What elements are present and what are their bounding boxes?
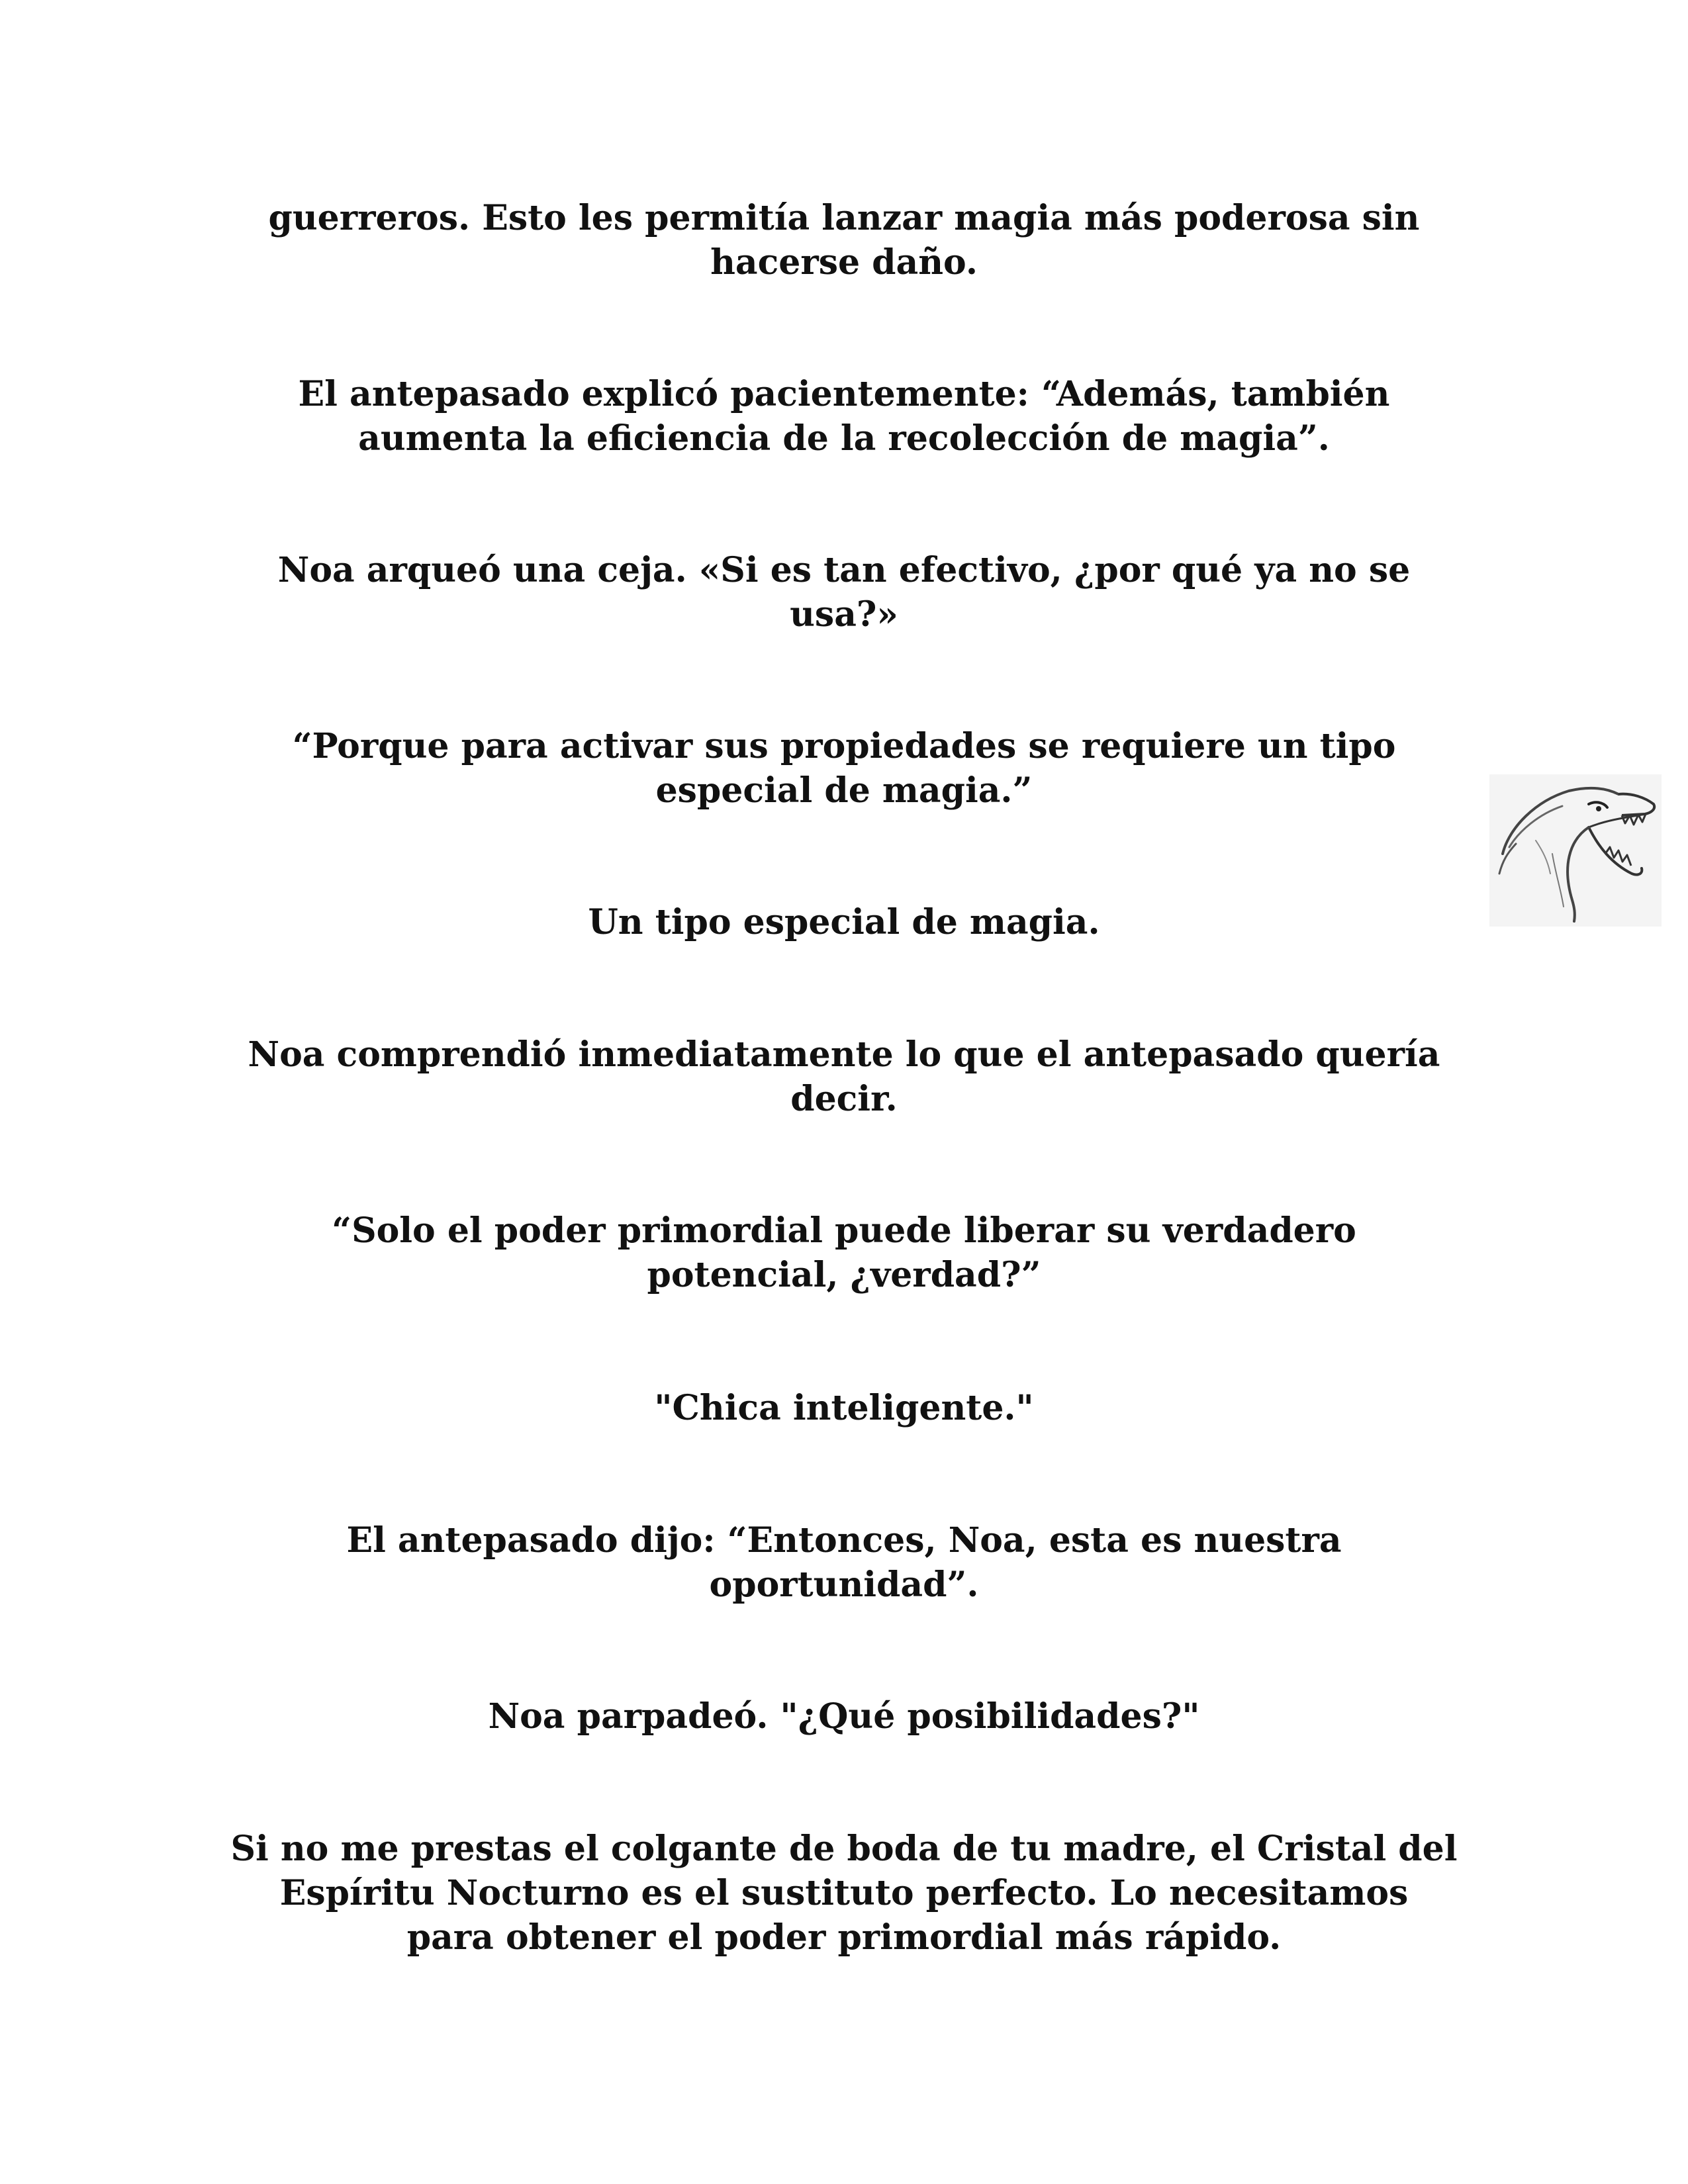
paragraph-line: usa?»	[790, 594, 898, 635]
paragraph-line: El antepasado explicó pacientemente: “Además, también	[298, 374, 1390, 414]
paragraph-line: Un tipo especial de magia.	[588, 902, 1100, 942]
paragraph-3	[218, 548, 1470, 637]
paragraph-6	[218, 1032, 1470, 1121]
paragraph-line: “Porque para activar sus propiedades se requiere un tipo	[292, 726, 1396, 766]
paragraph-11	[218, 1827, 1470, 1960]
paragraph-line: oportunidad”.	[709, 1565, 979, 1605]
paragraph-line: Si no me prestas el colgante de boda de tu madre, el Cristal del	[230, 1829, 1458, 1869]
paragraph-2	[218, 372, 1470, 461]
paragraph-line: potencial, ¿verdad?”	[647, 1255, 1041, 1295]
paragraph-8	[218, 1386, 1470, 1430]
paragraph-10	[218, 1694, 1470, 1739]
paragraph-9	[218, 1518, 1470, 1607]
paragraph-line: “Solo el poder primordial puede liberar su verdadero	[332, 1210, 1356, 1251]
paragraph-line: decir.	[790, 1079, 898, 1119]
paragraph-line: Noa arqueó una ceja. «Si es tan efectivo, ¿por qué ya no se	[277, 550, 1411, 590]
paragraph-line: guerreros. Esto les permitía lanzar magia más poderosa sin	[268, 198, 1420, 238]
paragraph-line: Noa comprendió inmediatamente lo que el antepasado quería	[248, 1034, 1440, 1075]
paragraph-4	[218, 724, 1470, 813]
paragraph-line: El antepasado dijo: “Entonces, Noa, esta es nuestra	[346, 1520, 1342, 1561]
paragraph-5	[218, 900, 1470, 944]
paragraph-line: especial de magia.”	[655, 770, 1033, 811]
paragraph-line: "Chica inteligente."	[654, 1388, 1034, 1428]
dinosaur-head-icon	[1489, 774, 1662, 927]
paragraph-line: Noa parpadeó. "¿Qué posibilidades?"	[488, 1696, 1200, 1737]
paragraph-line: para obtener el poder primordial más rápido.	[406, 1917, 1282, 1958]
paragraph-7	[218, 1208, 1470, 1297]
paragraph-line: Espíritu Nocturno es el sustituto perfecto. Lo necesitamos	[279, 1873, 1409, 1913]
paragraph-line: hacerse daño.	[710, 242, 978, 283]
paragraph-1	[218, 196, 1470, 285]
paragraph-line: aumenta la eficiencia de la recolección de magia”.	[358, 418, 1330, 459]
